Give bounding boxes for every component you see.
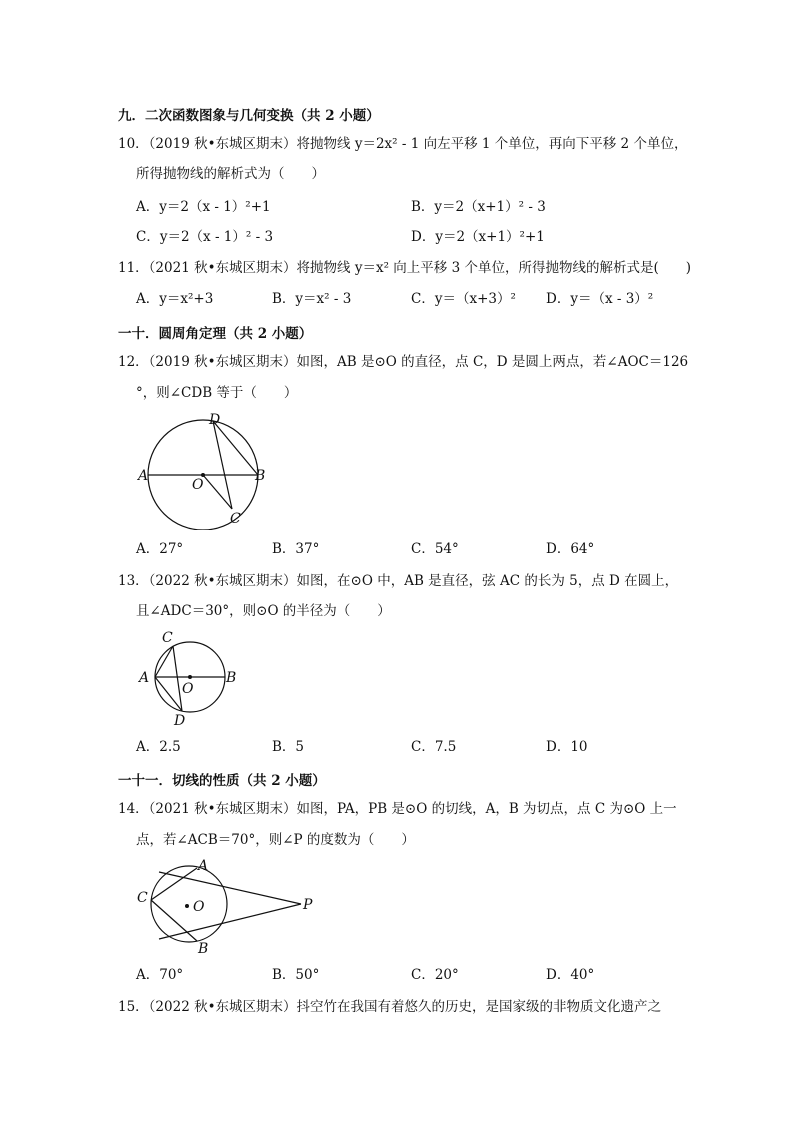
label-o: O <box>193 899 205 915</box>
label-d: D <box>174 713 186 728</box>
center-point-o <box>188 675 192 679</box>
radius-oc <box>203 475 232 509</box>
question-14-figure <box>135 852 325 957</box>
label-o: O <box>182 681 194 697</box>
question-12-option-d: D．64° <box>546 541 595 557</box>
question-14-option-a: A．70° <box>136 967 184 983</box>
question-14-line2: 点，若∠ACB＝70°，则∠P 的度数为（ ） <box>136 832 415 848</box>
question-14-option-c: C．20° <box>411 967 459 983</box>
question-11-option-c: C．y＝（x+3）² <box>411 291 516 307</box>
question-10-option-c: C．y＝2（x - 1）² - 3 <box>136 229 274 245</box>
question-12-figure <box>135 405 275 530</box>
center-point-o <box>185 904 189 908</box>
question-14-option-b: B．50° <box>272 967 320 983</box>
question-11-line1: 11．（2021 秋•东城区期末）将抛物线 y＝x² 向上平移 3 个单位，所得抛物线的解析式是( ) <box>118 260 691 276</box>
question-12-option-a: A．27° <box>136 541 184 557</box>
question-13-line2: 且∠ADC＝30°，则⊙O 的半径为（ ） <box>136 603 391 619</box>
label-c: C <box>137 890 148 906</box>
label-a: A <box>139 670 150 686</box>
question-11-option-a: A．y＝x²+3 <box>136 291 214 307</box>
question-10-option-a: A．y＝2（x - 1）²+1 <box>136 199 271 215</box>
question-13-figure <box>135 628 245 728</box>
chord-dc <box>213 421 232 509</box>
question-10-option-d: D．y＝2（x+1）²+1 <box>411 229 545 245</box>
label-d: D <box>209 412 221 428</box>
question-10-line2: 所得抛物线的解析式为（ ） <box>136 166 325 182</box>
label-a: A <box>138 468 149 484</box>
question-12-line1: 12．（2019 秋•东城区期末）如图，AB 是⊙O 的直径，点 C，D 是圆上两点，若∠AOC＝126 <box>118 354 689 370</box>
question-13-line1: 13．（2022 秋•东城区期末）如图，在⊙O 中，AB 是直径，弦 AC 的长为 5，点 D 在圆上， <box>118 573 679 589</box>
label-c: C <box>162 630 173 646</box>
question-10-option-b: B．y＝2（x+1）² - 3 <box>411 199 546 215</box>
label-a: A <box>198 858 209 874</box>
question-11-option-b: B．y＝x² - 3 <box>272 291 352 307</box>
question-13-option-a: A．2.5 <box>136 739 181 755</box>
question-13-option-b: B．5 <box>272 739 305 755</box>
tangent-pa <box>159 872 301 904</box>
section-heading-9: 九．二次函数图象与几何变换（共 2 小题） <box>118 108 380 124</box>
question-12-line2: °，则∠CDB 等于（ ） <box>136 385 298 401</box>
label-p: P <box>303 897 313 913</box>
question-12-option-b: B．37° <box>272 541 320 557</box>
question-13-option-d: D．10 <box>546 739 588 755</box>
section-heading-11: 一十一．切线的性质（共 2 小题） <box>118 773 326 789</box>
label-o: O <box>192 477 204 493</box>
label-b: B <box>255 468 266 484</box>
section-heading-10: 一十．圆周角定理（共 2 小题） <box>118 326 313 342</box>
label-b: B <box>198 941 209 957</box>
question-11-option-d: D．y＝（x - 3）² <box>546 291 654 307</box>
question-14-option-d: D．40° <box>546 967 595 983</box>
circle-o <box>151 866 227 942</box>
question-13-option-c: C．7.5 <box>411 739 457 755</box>
label-b: B <box>226 670 237 686</box>
chord-ca <box>151 868 197 900</box>
question-14-line1: 14．（2021 秋•东城区期末）如图，PA，PB 是⊙O 的切线，A，B 为切点，点 C 为⊙O 上一 <box>118 801 677 817</box>
label-c: C <box>230 511 241 527</box>
chord-ac <box>155 646 173 677</box>
question-15-line1: 15．（2022 秋•东城区期末）抖空竹在我国有着悠久的历史，是国家级的非物质文化遗产之 <box>118 999 662 1015</box>
tangent-pb <box>159 904 301 939</box>
question-10-line1: 10．（2019 秋•东城区期末）将抛物线 y＝2x² - 1 向左平移 1 个单位，再向下平移 2 个单位， <box>118 136 688 152</box>
question-12-option-c: C．54° <box>411 541 459 557</box>
